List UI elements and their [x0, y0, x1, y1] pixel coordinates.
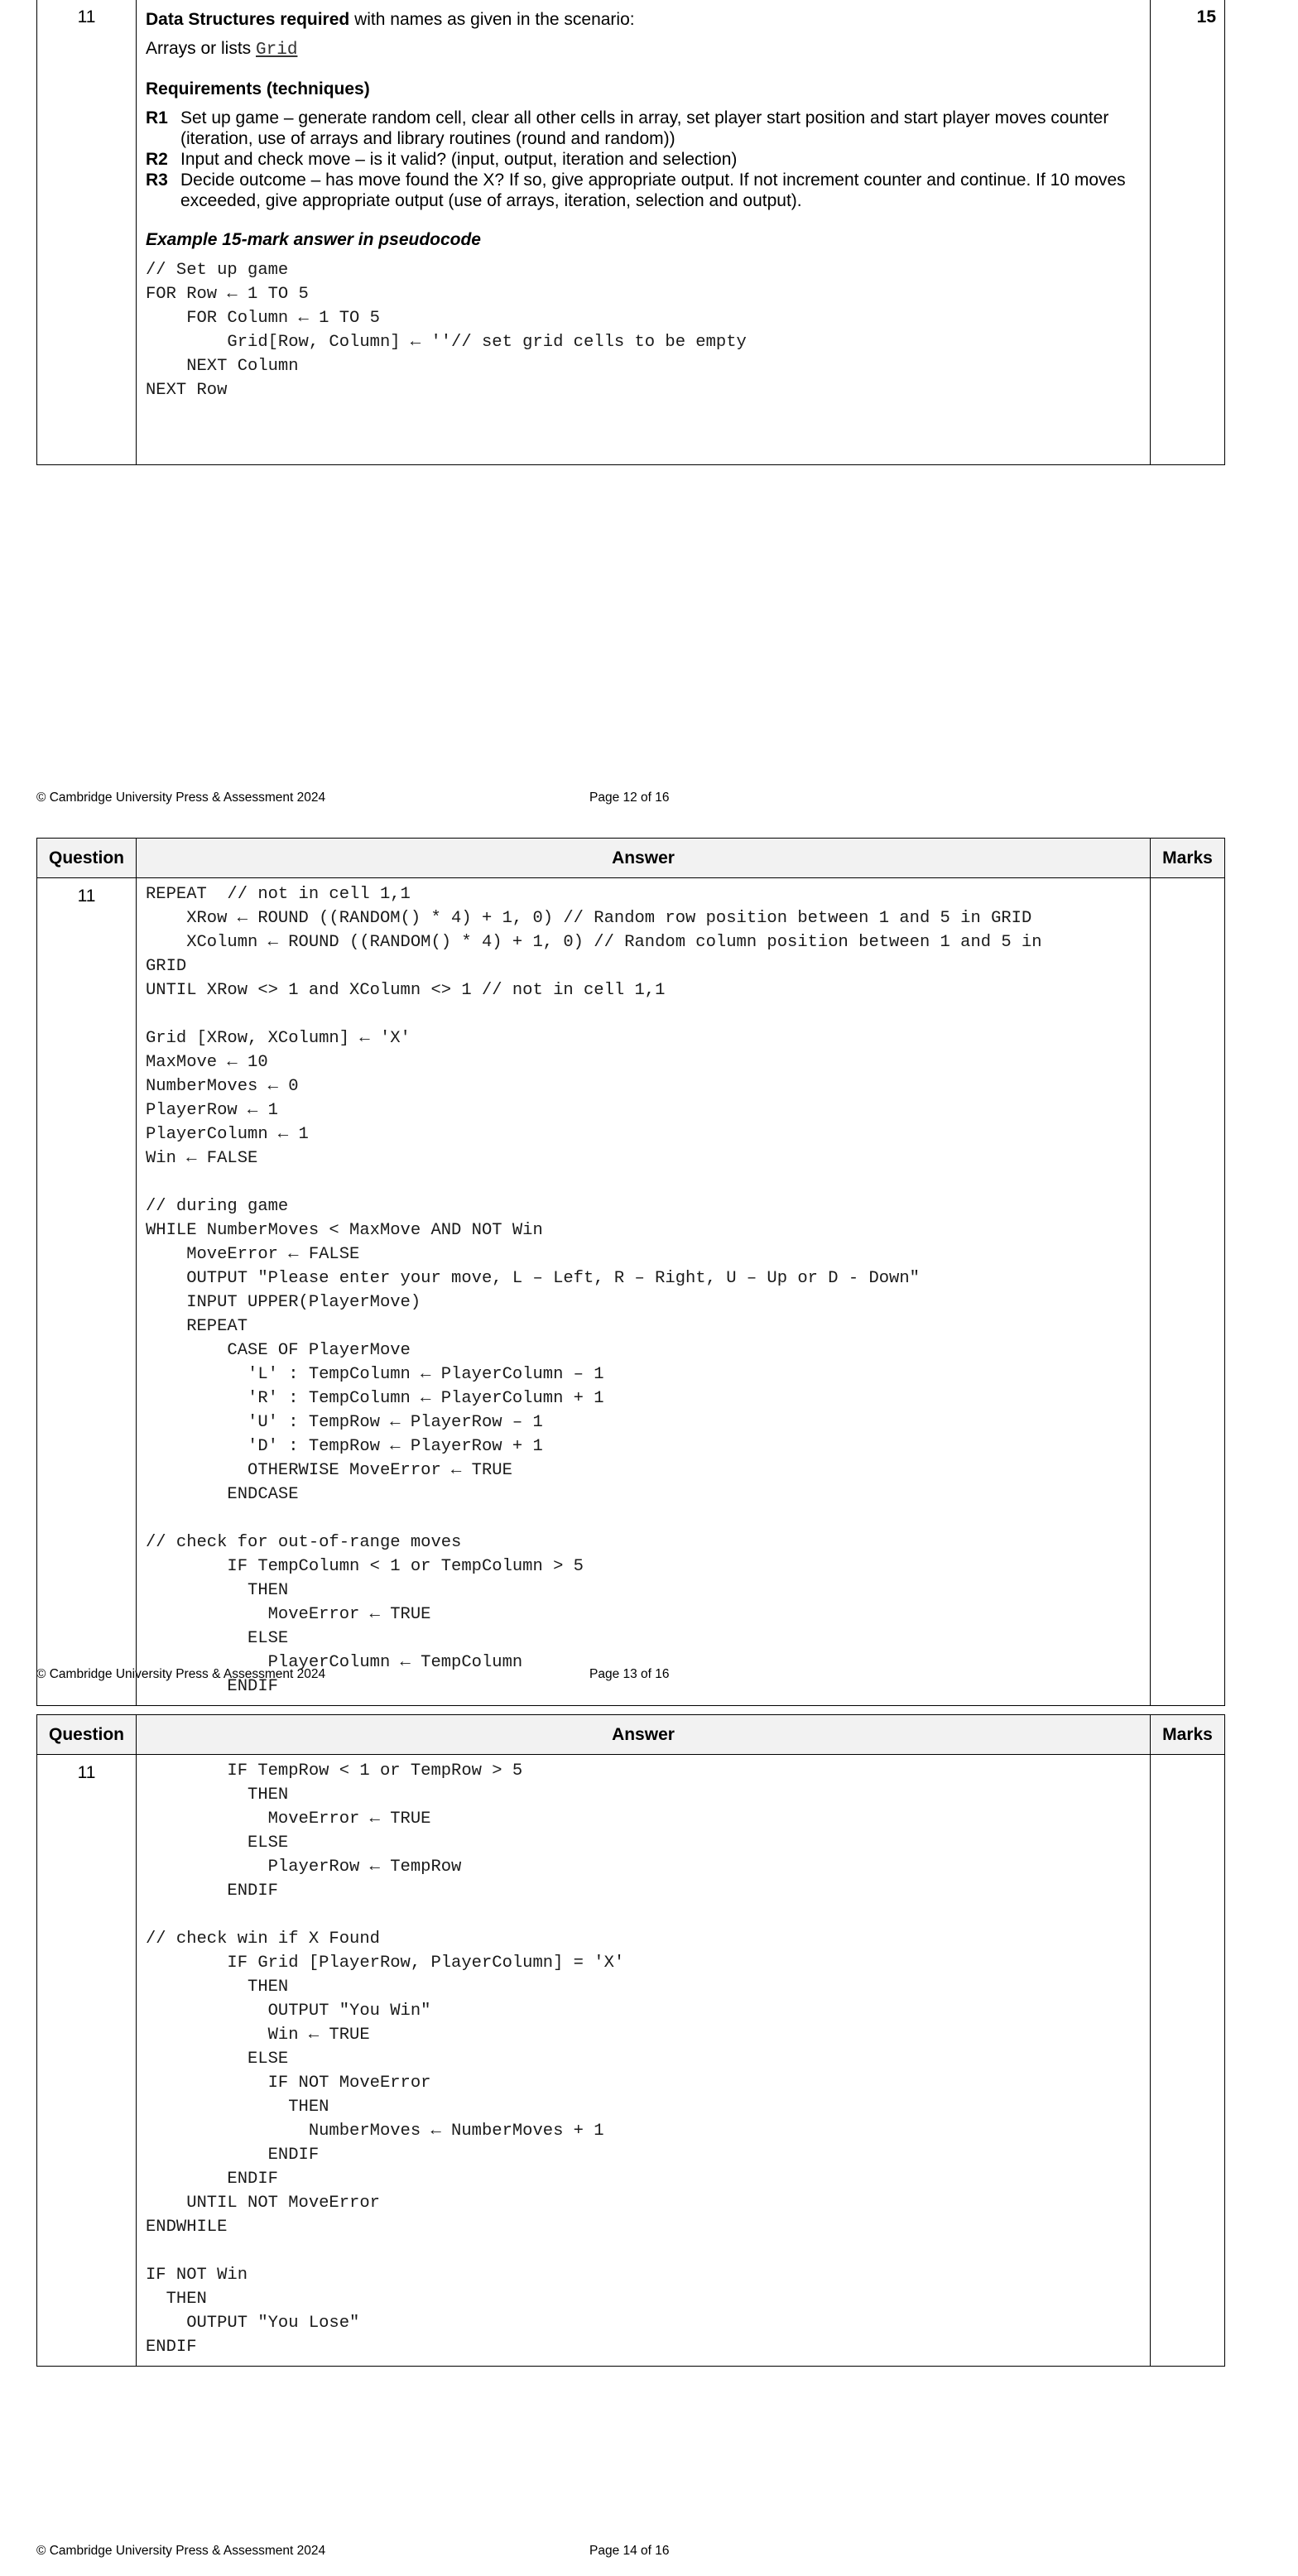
- table-row: [37, 878, 1225, 1706]
- question-number: 11: [37, 0, 137, 465]
- code-line: REPEAT: [146, 1317, 248, 1336]
- code-line: FOR Row ← 1 TO 5: [146, 285, 309, 304]
- table-row: [37, 0, 1225, 465]
- code-line: PlayerColumn ← 1: [146, 1125, 309, 1144]
- code-line: [146, 1170, 1142, 1194]
- code-line: ELSE: [146, 2050, 289, 2069]
- answer-cell: [137, 0, 1151, 465]
- code-line: OUTPUT "You Win": [146, 2002, 431, 2021]
- code-line: PlayerRow ← 1: [146, 1101, 278, 1120]
- data-structures-line: [146, 9, 1142, 30]
- marks-column-header: Marks: [1151, 1715, 1225, 1755]
- code-line: UNTIL NOT MoveError: [146, 2194, 380, 2213]
- code-line: 'U' : TempRow ← PlayerRow – 1: [146, 1413, 543, 1432]
- code-line: OUTPUT "You Lose": [146, 2314, 360, 2333]
- copyright-text: © Cambridge University Press & Assessment 2024: [36, 791, 326, 805]
- requirement-text: Input and check move – is it valid? (input, output, iteration and selection): [180, 150, 738, 169]
- code-line: THEN: [146, 1785, 289, 1805]
- code-line: THEN: [146, 1978, 289, 1997]
- page-footer: [36, 1667, 1225, 1684]
- code-line: ENDIF: [146, 2146, 320, 2165]
- grid-array-name: Grid: [256, 41, 298, 60]
- code-line: IF TempRow < 1 or TempRow > 5: [146, 1761, 523, 1781]
- code-line: // check win if X Found: [146, 1930, 380, 1949]
- code-line: [146, 1002, 1142, 1026]
- page-footer: [36, 2544, 1225, 2560]
- question-number: 11: [37, 1755, 137, 2367]
- code-line: PlayerColumn ← TempColumn: [146, 1653, 523, 1672]
- code-line: ENDIF: [146, 2338, 197, 2357]
- code-line: IF NOT Win: [146, 2266, 248, 2285]
- example-heading: Example 15-mark answer in pseudocode: [146, 230, 481, 249]
- code-line: [146, 2239, 1142, 2263]
- code-line: UNTIL XRow <> 1 and XColumn <> 1 // not in cell 1,1: [146, 981, 666, 1000]
- code-line: 'D' : TempRow ← PlayerRow + 1: [146, 1437, 543, 1456]
- code-line: // check for out-of-range moves: [146, 1533, 462, 1552]
- question-column-header: Question: [37, 1715, 137, 1755]
- table-header-row: [37, 1715, 1225, 1755]
- code-line: GRID: [146, 957, 187, 976]
- mark-scheme-table-page-12: [36, 0, 1225, 465]
- code-line: MoveError ← TRUE: [146, 1809, 431, 1829]
- code-line: 'R' : TempColumn ← PlayerColumn + 1: [146, 1389, 604, 1408]
- page-number: Page 13 of 16: [589, 1667, 670, 1681]
- marks-value: 15: [1151, 0, 1225, 465]
- requirement-r2: [146, 149, 1142, 170]
- requirement-text: Decide outcome – has move found the X? If so, give appropriate output. If not increment counter and continue. If 10 moves exceeded, give appropriate output (use of arrays, iteration, selection and output).: [180, 171, 1126, 210]
- code-line: IF NOT MoveError: [146, 2074, 431, 2093]
- code-line: MaxMove ← 10: [146, 1053, 268, 1072]
- code-line: PlayerRow ← TempRow: [146, 1858, 462, 1877]
- code-line: WHILE NumberMoves < MaxMove AND NOT Win: [146, 1221, 543, 1240]
- code-line: CASE OF PlayerMove: [146, 1341, 411, 1360]
- pseudocode-block: [146, 1759, 1142, 2359]
- code-line: MoveError ← FALSE: [146, 1245, 360, 1264]
- answer-column-header: Answer: [137, 1715, 1151, 1755]
- code-line: OTHERWISE MoveError ← TRUE: [146, 1461, 512, 1480]
- code-line: OUTPUT "Please enter your move, L – Left, R – Right, U – Up or D - Down": [146, 1269, 920, 1288]
- code-line: ENDIF: [146, 1677, 278, 1696]
- code-line: Grid [XRow, XColumn] ← 'X': [146, 1029, 411, 1048]
- page-footer: [36, 791, 1225, 807]
- code-line: ELSE: [146, 1629, 289, 1648]
- requirement-code: R3: [146, 171, 168, 190]
- code-line: ENDWHILE: [146, 2218, 228, 2237]
- code-line: [146, 1507, 1142, 1531]
- marks-column-header: Marks: [1151, 839, 1225, 878]
- code-line: // Set up game: [146, 261, 289, 280]
- code-line: THEN: [146, 2098, 329, 2117]
- answer-cell: [137, 1755, 1151, 2367]
- mark-scheme-table-page-13: [36, 838, 1225, 1706]
- requirement-code: R1: [146, 108, 168, 127]
- answer-column-header: Answer: [137, 839, 1151, 878]
- code-line: NEXT Column: [146, 357, 299, 376]
- marks-cell: [1151, 1755, 1225, 2367]
- code-line: 'L' : TempColumn ← PlayerColumn – 1: [146, 1365, 604, 1384]
- code-line: REPEAT // not in cell 1,1: [146, 885, 411, 904]
- question-number: 11: [37, 878, 137, 1706]
- pseudocode-block: [146, 258, 1142, 402]
- code-line: Grid[Row, Column] ← ''// set grid cells to be empty: [146, 333, 747, 352]
- requirements-heading: Requirements (techniques): [146, 79, 370, 99]
- code-line: IF TempColumn < 1 or TempColumn > 5: [146, 1557, 584, 1576]
- code-line: NumberMoves ← 0: [146, 1077, 299, 1096]
- requirement-text: Set up game – generate random cell, clear all other cells in array, set player start position and start player moves counter (iteration, use of arrays and library routines (round and random)): [180, 108, 1109, 148]
- code-line: ELSE: [146, 1833, 289, 1853]
- marks-cell: [1151, 878, 1225, 1706]
- requirement-r3: [146, 170, 1142, 211]
- code-line: NEXT Row: [146, 381, 228, 400]
- table-header-row: [37, 839, 1225, 878]
- code-line: THEN: [146, 2290, 207, 2309]
- code-line: XRow ← ROUND ((RANDOM() * 4) + 1, 0) // Random row position between 1 and 5 in GRID: [146, 909, 1032, 928]
- code-line: MoveError ← TRUE: [146, 1605, 431, 1624]
- arrays-prefix: Arrays or lists: [146, 39, 257, 58]
- copyright-text: © Cambridge University Press & Assessment 2024: [36, 1667, 326, 1681]
- code-line: Win ← TRUE: [146, 2026, 370, 2045]
- code-line: ENDIF: [146, 1882, 278, 1901]
- data-structures-text: with names as given in the scenario:: [349, 10, 635, 29]
- answer-cell: [137, 878, 1151, 1706]
- code-line: NumberMoves ← NumberMoves + 1: [146, 2122, 604, 2141]
- code-line: // during game: [146, 1197, 289, 1216]
- requirement-r1: [146, 108, 1142, 149]
- code-line: ENDIF: [146, 2170, 278, 2189]
- code-line: FOR Column ← 1 TO 5: [146, 309, 380, 328]
- code-line: [146, 1903, 1142, 1927]
- code-line: IF Grid [PlayerRow, PlayerColumn] = 'X': [146, 1954, 625, 1973]
- code-line: Win ← FALSE: [146, 1149, 258, 1168]
- question-column-header: Question: [37, 839, 137, 878]
- table-row: [37, 1755, 1225, 2367]
- page-number: Page 14 of 16: [589, 2544, 670, 2558]
- copyright-text: © Cambridge University Press & Assessment 2024: [36, 2544, 326, 2558]
- data-structures-heading: Data Structures required: [146, 10, 350, 29]
- code-line: THEN: [146, 1581, 289, 1600]
- code-line: INPUT UPPER(PlayerMove): [146, 1293, 421, 1312]
- requirements-list: [146, 108, 1142, 211]
- code-line: XColumn ← ROUND ((RANDOM() * 4) + 1, 0) // Random column position between 1 and 5 in: [146, 933, 1042, 952]
- arrays-line: [146, 38, 1142, 60]
- pseudocode-block: [146, 882, 1142, 1699]
- code-line: ENDCASE: [146, 1485, 299, 1504]
- requirement-code: R2: [146, 150, 168, 169]
- page-number: Page 12 of 16: [589, 791, 670, 805]
- mark-scheme-table-page-14: [36, 1714, 1225, 2367]
